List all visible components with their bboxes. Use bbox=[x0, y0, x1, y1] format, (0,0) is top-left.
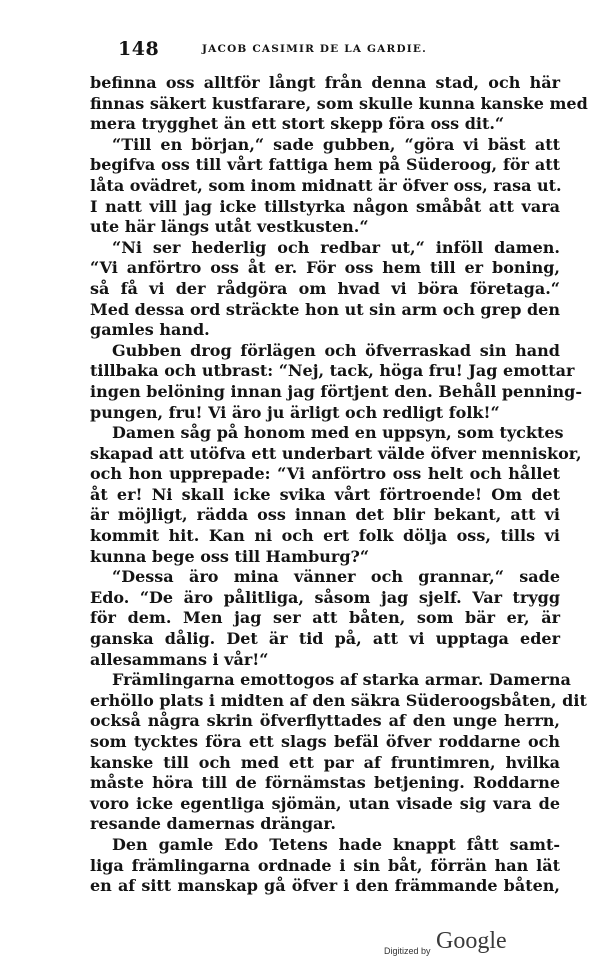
page-header bbox=[118, 38, 558, 64]
text-line: “Till en början,“ sade gubben, “göra vi bäst att bbox=[112, 134, 560, 154]
running-title: JACOB CASIMIR DE LA GARDIE. bbox=[202, 43, 427, 55]
text-line: också några skrin öfverflyttades af den unge herrn, bbox=[90, 711, 560, 731]
text-line: skapad att utöfva ett underbart välde öfver menniskor, bbox=[90, 443, 582, 463]
text-line: tillbaka och utbrast: “Nej, tack, höga fru! Jag emottar bbox=[90, 361, 575, 381]
text-line: Gubben drog förlägen och öfverraskad sin hand bbox=[112, 340, 560, 360]
text-line: Edo. “De äro pålitliga, såsom jag sjelf. Var trygg bbox=[90, 587, 560, 607]
body-text bbox=[90, 73, 588, 897]
text-line: “Ni ser hederlig och redbar ut,“ inföll damen. bbox=[112, 237, 560, 257]
text-line: som tycktes föra ett slags befäl öfver roddarne och bbox=[90, 732, 560, 751]
text-line: måste höra till de förnämstas betjening. Roddarne bbox=[90, 773, 560, 793]
text-line: erhöllo plats i midten af den säkra Süderoogsbåten, dit bbox=[90, 690, 587, 710]
text-line: begifva oss till vårt fattiga hem på Süderoog, för att bbox=[90, 155, 560, 175]
text-line: Den gamle Edo Tetens hade knappt fått samt- bbox=[112, 834, 560, 854]
google-logo: Google bbox=[436, 928, 507, 954]
text-line: kunna bege oss till Hamburg?“ bbox=[90, 546, 370, 566]
digitized-label: Digitized by bbox=[384, 946, 431, 956]
text-line: gamles hand. bbox=[90, 320, 210, 340]
page-number: 148 bbox=[118, 38, 160, 60]
text-line: voro icke egentliga sjömän, utan visade sig vara de bbox=[90, 793, 560, 813]
text-line: Främlingarna emottogos af starka armar. Damerna bbox=[112, 670, 571, 690]
text-line: kommit hit. Kan ni och ert folk dölja oss, tills vi bbox=[90, 526, 560, 546]
text-line: allesammans i vår!“ bbox=[90, 649, 269, 669]
text-line: och hon upprepade: “Vi anförtro oss helt och hållet bbox=[90, 464, 560, 484]
text-line: en af sitt manskap gå öfver i den främmande båten, bbox=[90, 876, 560, 896]
text-line: befinna oss alltför långt från denna stad, och här bbox=[90, 73, 560, 92]
text-line: åt er! Ni skall icke svika vårt förtroende! Om det bbox=[90, 484, 560, 504]
text-line: resande damernas drängar. bbox=[90, 814, 336, 834]
text-line: ganska dålig. Det är tid på, att vi upptaga eder bbox=[90, 629, 560, 649]
text-line: så få vi der rådgöra om hvad vi böra företaga.“ bbox=[90, 278, 560, 298]
text-line: “Vi anförtro oss åt er. För oss hem till er boning, bbox=[90, 258, 560, 278]
text-line: är möjligt, rädda oss innan det blir bekant, att vi bbox=[90, 505, 560, 525]
text-line: ingen belöning innan jag förtjent den. Behåll penning- bbox=[90, 381, 583, 401]
text-line: för dem. Men jag ser att båten, som bär er, är bbox=[90, 608, 560, 628]
text-line: låta ovädret, som inom midnatt är öfver oss, rasa ut. bbox=[90, 175, 562, 195]
text-line: Damen såg på honom med en uppsyn, som tycktes bbox=[112, 423, 564, 443]
text-line: mera trygghet än ett stort skepp föra oss dit.“ bbox=[90, 114, 505, 134]
text-line: ute här längs utåt vestkusten.“ bbox=[90, 217, 369, 237]
text-line: pungen, fru! Vi äro ju ärligt och redligt folk!“ bbox=[90, 402, 500, 422]
text-line: finnas säkert kustfarare, som skulle kunna kanske med bbox=[90, 93, 588, 113]
text-line: Med dessa ord sträckte hon ut sin arm och grep den bbox=[90, 299, 560, 319]
text-line: “Dessa äro mina vänner och grannar,“ sade bbox=[112, 567, 560, 587]
text-line: kanske till och med ett par af fruntimren, hvilka bbox=[90, 752, 560, 772]
text-line: liga främlingarna ordnade i sin båt, förrän han lät bbox=[90, 855, 560, 875]
text-line: I natt vill jag icke tillstyrka någon småbåt att vara bbox=[90, 196, 560, 216]
